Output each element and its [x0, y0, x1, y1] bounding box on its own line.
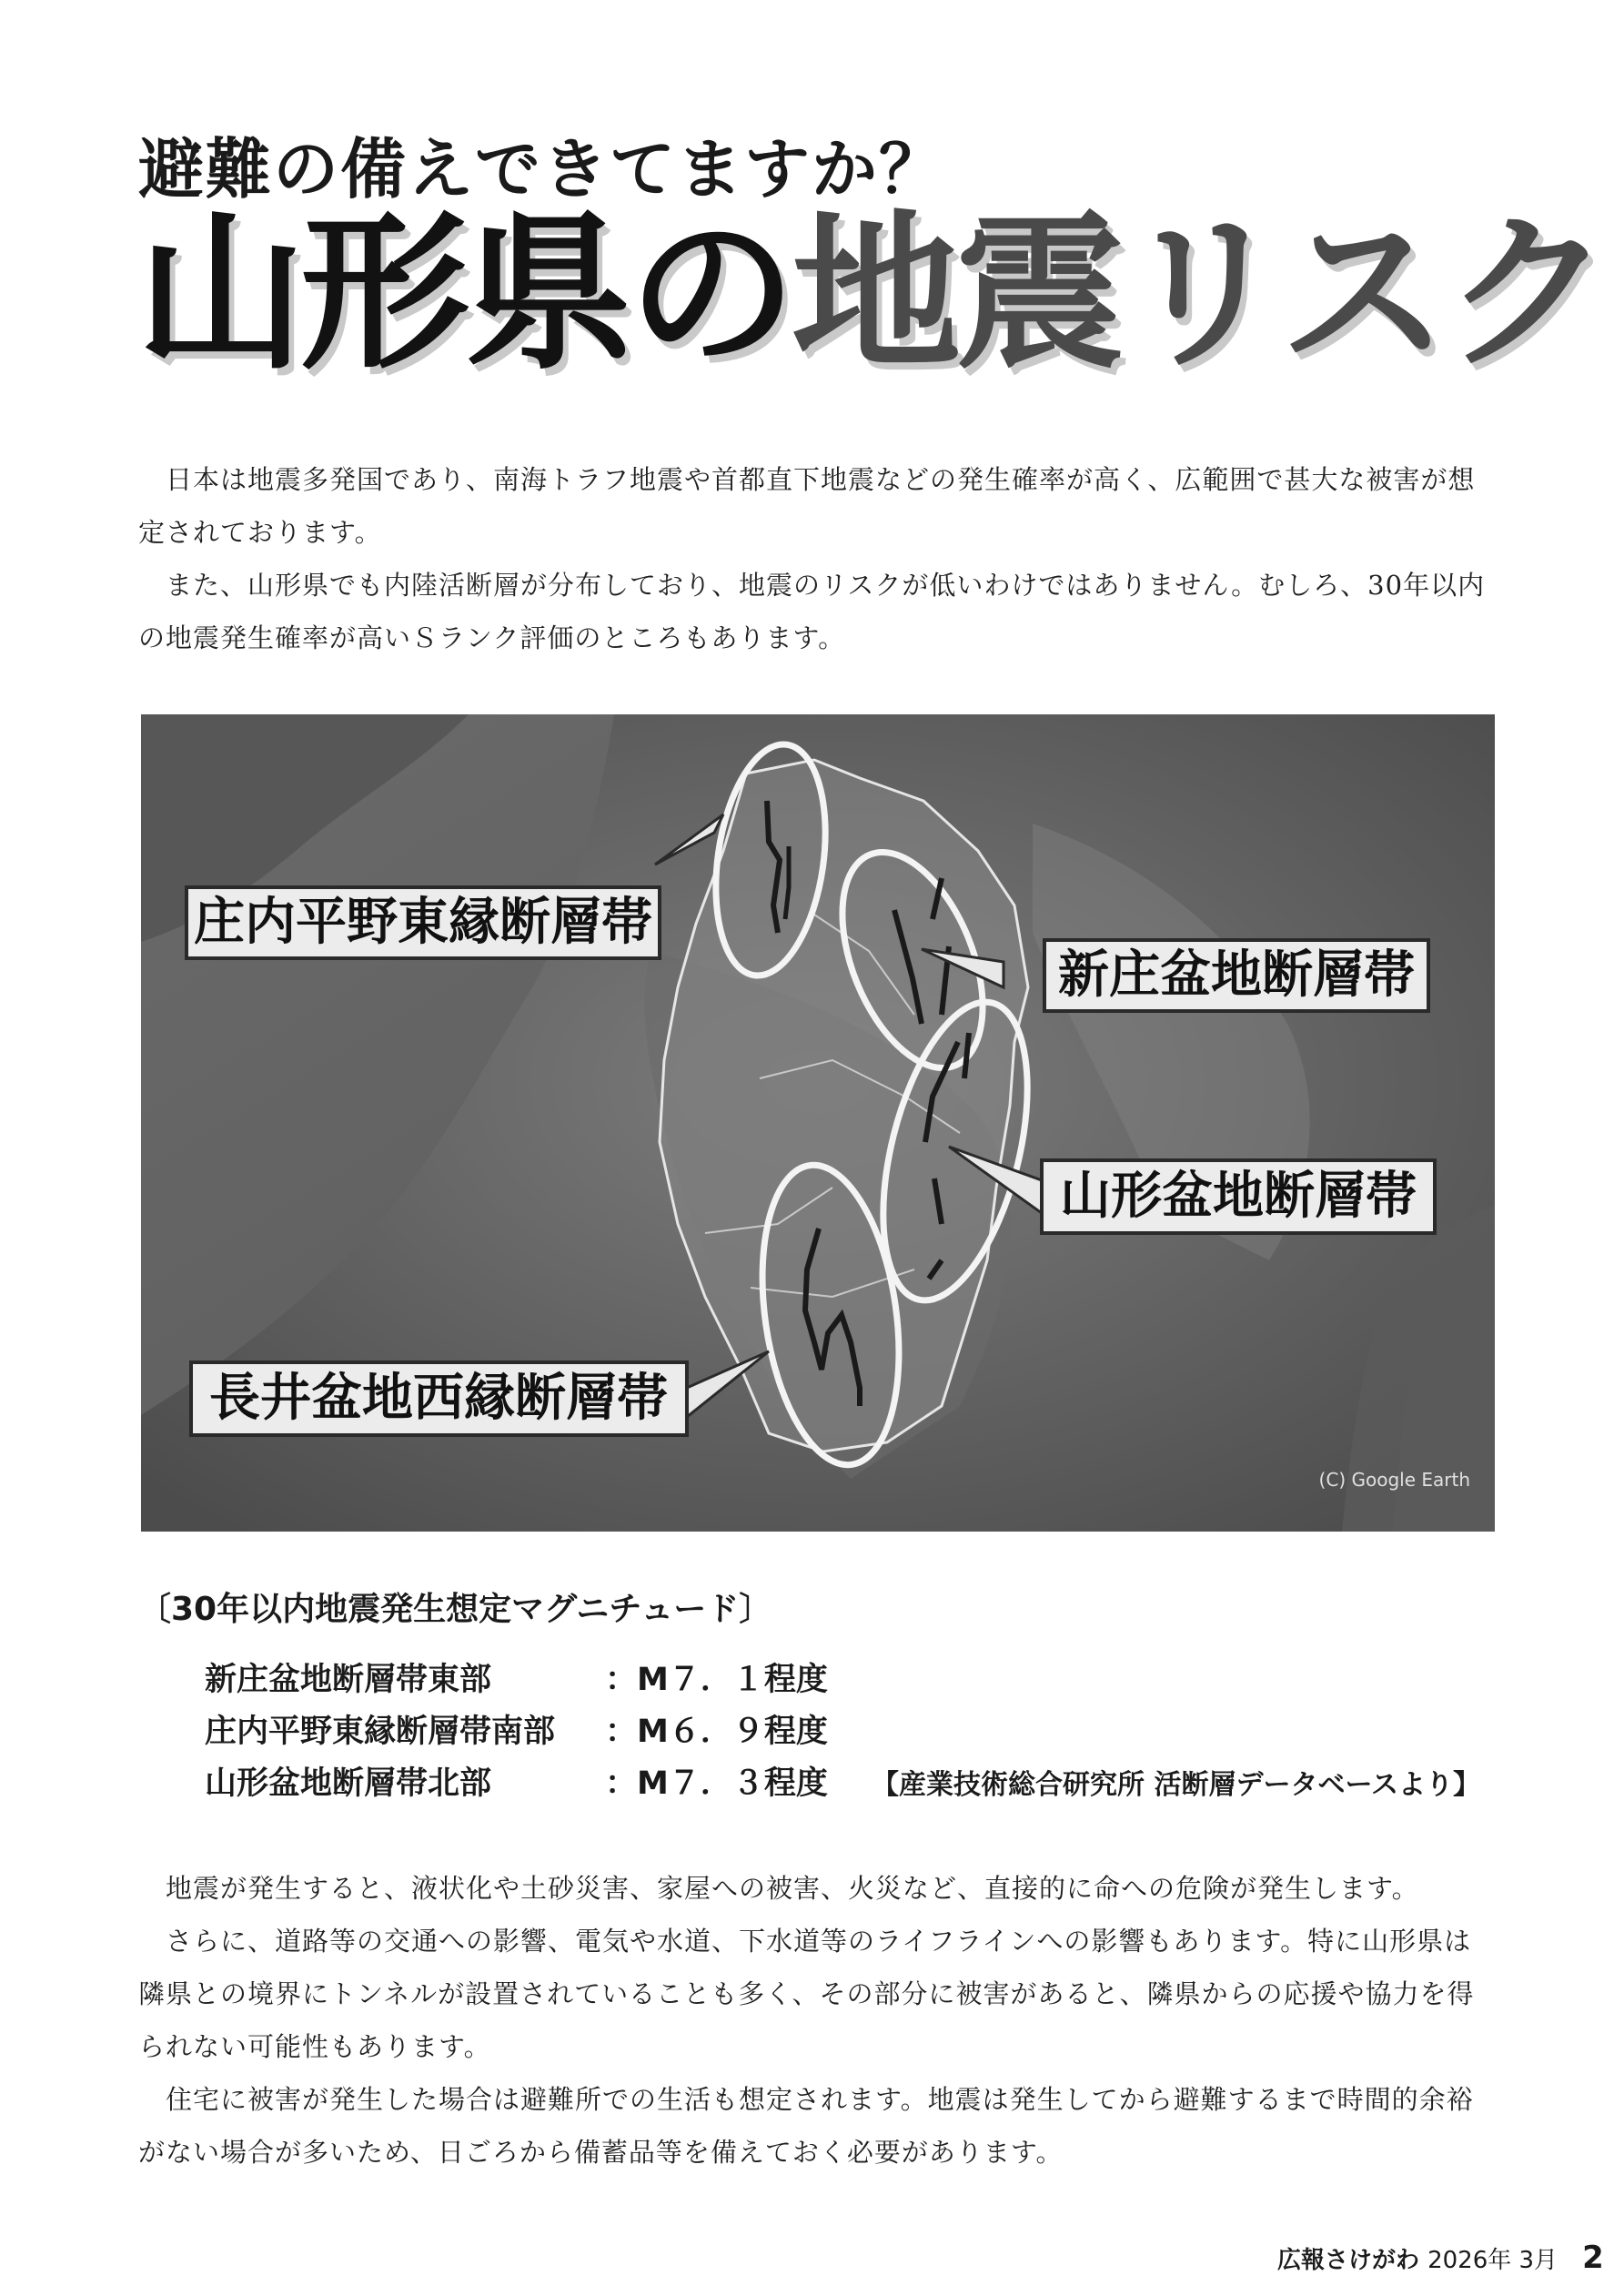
body-paragraph-1: 地震が発生すると、液状化や土砂災害、家屋への被害、火災など、直接的に命への危険が発生します。	[166, 1873, 1419, 1904]
body-paragraph-2: さらに、道路等の交通への影響、電気や水道、下水道等のライフラインへの影響もあります。特に山形県は隣県との境界にトンネルが設置されていることも多く、その部分に被害があると、隣県からの応援や協力を得られない可能性もあります。	[138, 1926, 1475, 2062]
label-yamagata: 山形盆地断層帯	[1060, 1167, 1417, 1226]
magnitude-fault-name: 新庄盆地断層帯東部	[205, 1662, 492, 1698]
page-title	[136, 195, 1608, 392]
magnitude-row	[205, 1706, 828, 1752]
label-shonai: 庄内平野東縁断層帯	[194, 893, 652, 952]
footer-publication: 広報さけがわ	[1277, 2247, 1420, 2274]
footer	[1277, 2240, 1604, 2276]
magnitude-value: ：M７．１程度	[605, 1662, 828, 1698]
magnitude-row	[205, 1654, 828, 1700]
map-credit: (C) Google Earth	[1318, 1469, 1470, 1491]
intro-paragraph-1: 日本は地震多発国であり、南海トラフ地震や首都直下地震などの発生確率が高く、広範囲で甚大な被害が想定されております。	[138, 464, 1476, 548]
label-shinjo: 新庄盆地断層帯	[1058, 946, 1415, 1005]
magnitude-fault-name: 山形盆地断層帯北部	[205, 1765, 492, 1802]
magnitude-value: ：M７．３程度	[605, 1765, 828, 1802]
label-nagai: 長井盆地西縁断層帯	[209, 1369, 668, 1428]
satellite-map-image	[141, 714, 1495, 1532]
fault-map	[141, 714, 1495, 1532]
magnitude-fault-name: 庄内平野東縁断層帯南部	[205, 1714, 556, 1750]
magnitude-heading: 〔30年以内地震発生想定マグニチュード〕	[138, 1591, 772, 1628]
magnitude-row	[205, 1758, 828, 1804]
body-paragraph-3: 住宅に被害が発生した場合は避難所での生活も想定されます。地震は発生してから避難するまで時間的余裕がない場合が多いため、日ごろから備蓄品等を備えておく必要があります。	[138, 2084, 1474, 2168]
subtitle: 避難の備えできてますか？	[138, 131, 947, 207]
footer-date: 2026年 3月	[1427, 2247, 1558, 2274]
title-part-earthquake-risk: 地震リスク	[792, 195, 1608, 392]
source-note: 【産業技術総合研究所 活断層データベースより】	[872, 1769, 1480, 1801]
magnitude-value: ：M６．９程度	[605, 1714, 828, 1750]
title-part-yamagata: 山形県の	[136, 195, 792, 392]
page-number: 2	[1582, 2240, 1604, 2276]
intro-paragraph-2: また、山形県でも内陸活断層が分布しており、地震のリスクが低いわけではありません。むしろ、30年以内の地震発生確率が高いＳランク評価のところもあります。	[138, 570, 1486, 653]
